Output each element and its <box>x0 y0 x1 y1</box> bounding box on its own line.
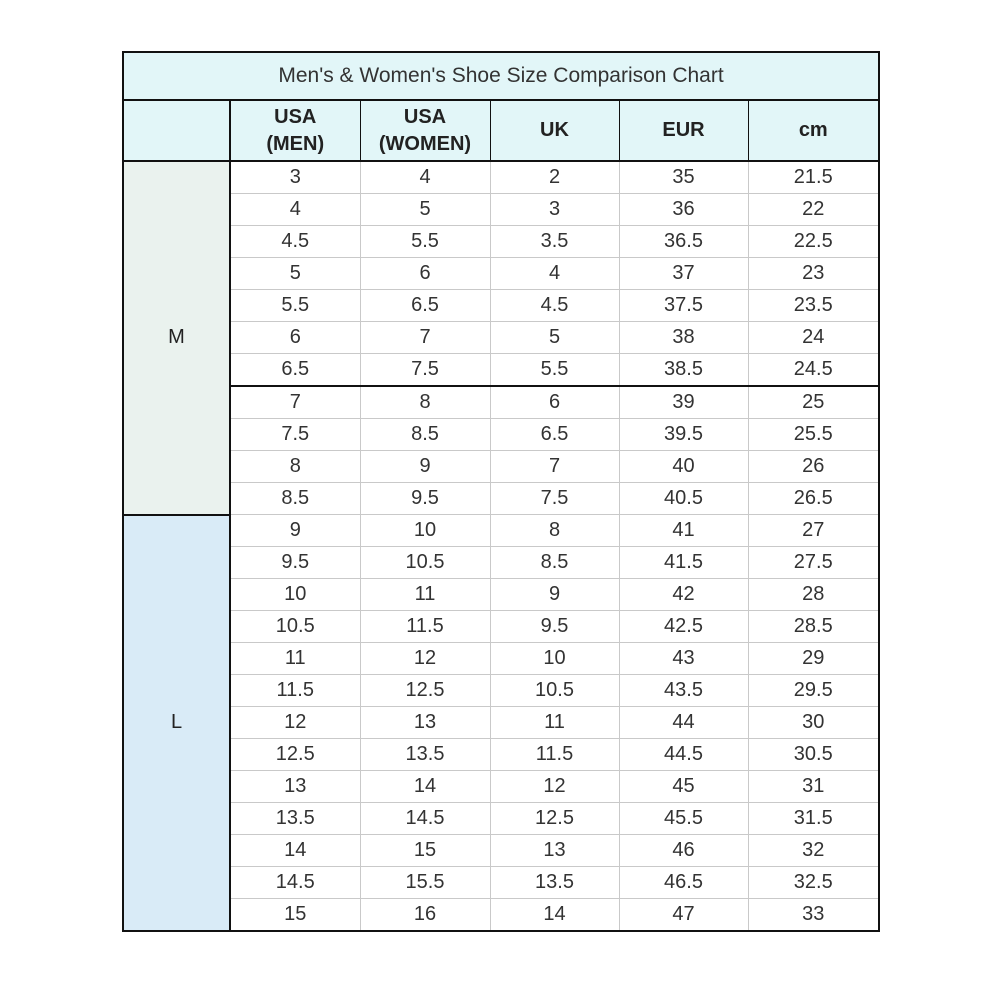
table-cell: 26 <box>748 451 879 483</box>
table-cell: 40 <box>619 451 748 483</box>
table-cell: 14 <box>490 899 619 932</box>
table-cell: 7.5 <box>230 419 360 451</box>
table-cell: 23.5 <box>748 290 879 322</box>
table-row <box>123 835 879 867</box>
table-cell: 36.5 <box>619 226 748 258</box>
table-cell: 45 <box>619 771 748 803</box>
table-cell: 13.5 <box>230 803 360 835</box>
table-cell: 39.5 <box>619 419 748 451</box>
table-cell: 40.5 <box>619 483 748 515</box>
table-row <box>123 354 879 387</box>
table-cell: 8 <box>360 386 490 419</box>
table-cell: 6.5 <box>490 419 619 451</box>
table-cell: 5.5 <box>360 226 490 258</box>
table-cell: 5 <box>490 322 619 354</box>
table-cell: 44.5 <box>619 739 748 771</box>
table-cell: 31 <box>748 771 879 803</box>
table-cell: 24.5 <box>748 354 879 387</box>
table-cell: 4.5 <box>230 226 360 258</box>
table-cell: 8.5 <box>360 419 490 451</box>
table-cell: 33 <box>748 899 879 932</box>
table-cell: 41.5 <box>619 547 748 579</box>
table-cell: 8 <box>230 451 360 483</box>
table-cell: 11.5 <box>360 611 490 643</box>
table-row <box>123 547 879 579</box>
table-row <box>123 290 879 322</box>
table-cell: 29 <box>748 643 879 675</box>
table-cell: 25 <box>748 386 879 419</box>
table-cell: 31.5 <box>748 803 879 835</box>
header-cm: cm <box>748 100 879 161</box>
table-cell: 37.5 <box>619 290 748 322</box>
table-cell: 42 <box>619 579 748 611</box>
table-cell: 14 <box>230 835 360 867</box>
table-cell: 5 <box>230 258 360 290</box>
table-cell: 41 <box>619 515 748 547</box>
table-row <box>123 899 879 932</box>
table-cell: 26.5 <box>748 483 879 515</box>
table-cell: 2 <box>490 161 619 194</box>
table-cell: 10.5 <box>230 611 360 643</box>
table-cell: 3 <box>230 161 360 194</box>
table-cell: 32.5 <box>748 867 879 899</box>
table-cell: 30.5 <box>748 739 879 771</box>
header-usa-women-line1: USA <box>403 105 447 128</box>
table-cell: 5.5 <box>490 354 619 387</box>
table-cell: 10.5 <box>490 675 619 707</box>
table-cell: 4 <box>490 258 619 290</box>
table-row <box>123 483 879 515</box>
table-cell: 3 <box>490 194 619 226</box>
table-cell: 27.5 <box>748 547 879 579</box>
table-cell: 11 <box>230 643 360 675</box>
table-cell: 4.5 <box>490 290 619 322</box>
table-cell: 12 <box>230 707 360 739</box>
table-cell: 38.5 <box>619 354 748 387</box>
table-cell: 3.5 <box>490 226 619 258</box>
table-cell: 35 <box>619 161 748 194</box>
table-cell: 12.5 <box>230 739 360 771</box>
size-group-label-l: L <box>123 515 230 932</box>
table-cell: 10.5 <box>360 547 490 579</box>
table-cell: 9.5 <box>230 547 360 579</box>
table-cell: 8.5 <box>230 483 360 515</box>
table-cell: 15 <box>230 899 360 932</box>
table-cell: 4 <box>360 161 490 194</box>
table-row <box>123 515 879 547</box>
table-cell: 38 <box>619 322 748 354</box>
table-cell: 39 <box>619 386 748 419</box>
table-cell: 9 <box>490 579 619 611</box>
table-cell: 24 <box>748 322 879 354</box>
table-cell: 4 <box>230 194 360 226</box>
table-cell: 7 <box>360 322 490 354</box>
table-cell: 21.5 <box>748 161 879 194</box>
title-row <box>123 52 879 100</box>
table-title: Men's & Women's Shoe Size Comparison Chart <box>123 52 879 100</box>
table-cell: 46 <box>619 835 748 867</box>
header-usa-women-line2: (WOMEN) <box>378 132 472 155</box>
table-cell: 15 <box>360 835 490 867</box>
table-cell: 44 <box>619 707 748 739</box>
table-cell: 13.5 <box>490 867 619 899</box>
table-cell: 13 <box>360 707 490 739</box>
table-row <box>123 419 879 451</box>
header-usa-men <box>230 100 360 161</box>
table-cell: 6.5 <box>360 290 490 322</box>
table-cell: 28.5 <box>748 611 879 643</box>
table-row <box>123 579 879 611</box>
table-row <box>123 386 879 419</box>
table-cell: 12 <box>360 643 490 675</box>
table-cell: 6 <box>490 386 619 419</box>
table-cell: 9.5 <box>360 483 490 515</box>
table-cell: 13 <box>230 771 360 803</box>
table-cell: 46.5 <box>619 867 748 899</box>
table-row <box>123 194 879 226</box>
table-row <box>123 707 879 739</box>
table-cell: 7.5 <box>360 354 490 387</box>
table-cell: 32 <box>748 835 879 867</box>
table-cell: 7 <box>230 386 360 419</box>
table-cell: 27 <box>748 515 879 547</box>
table-cell: 6 <box>360 258 490 290</box>
table-cell: 10 <box>230 579 360 611</box>
table-cell: 12.5 <box>490 803 619 835</box>
table-cell: 37 <box>619 258 748 290</box>
table-cell: 14 <box>360 771 490 803</box>
header-usa-men-line2: (MEN) <box>266 132 325 155</box>
table-cell: 7.5 <box>490 483 619 515</box>
table-cell: 43 <box>619 643 748 675</box>
table-cell: 30 <box>748 707 879 739</box>
table-row <box>123 867 879 899</box>
table-row <box>123 675 879 707</box>
table-cell: 22 <box>748 194 879 226</box>
table-row <box>123 611 879 643</box>
table-cell: 9 <box>230 515 360 547</box>
table-cell: 11.5 <box>490 739 619 771</box>
table-cell: 23 <box>748 258 879 290</box>
table-cell: 36 <box>619 194 748 226</box>
table-cell: 13 <box>490 835 619 867</box>
header-uk: UK <box>490 100 619 161</box>
header-row <box>123 100 879 161</box>
header-corner <box>123 100 230 161</box>
table-row <box>123 322 879 354</box>
table-row <box>123 739 879 771</box>
table-cell: 6 <box>230 322 360 354</box>
table-cell: 5.5 <box>230 290 360 322</box>
table-cell: 6.5 <box>230 354 360 387</box>
table-cell: 8 <box>490 515 619 547</box>
table-cell: 25.5 <box>748 419 879 451</box>
table-cell: 29.5 <box>748 675 879 707</box>
table-row <box>123 451 879 483</box>
shoe-size-table <box>122 51 880 932</box>
size-group-label-m: M <box>123 161 230 515</box>
table-cell: 28 <box>748 579 879 611</box>
table-cell: 13.5 <box>360 739 490 771</box>
table-cell: 43.5 <box>619 675 748 707</box>
table-body <box>123 161 879 931</box>
table-row <box>123 161 879 194</box>
header-eur: EUR <box>619 100 748 161</box>
table-cell: 42.5 <box>619 611 748 643</box>
table-row <box>123 803 879 835</box>
table-cell: 7 <box>490 451 619 483</box>
table-cell: 8.5 <box>490 547 619 579</box>
table-cell: 15.5 <box>360 867 490 899</box>
table-cell: 14.5 <box>230 867 360 899</box>
table-row <box>123 643 879 675</box>
table-cell: 9.5 <box>490 611 619 643</box>
header-usa-women <box>360 100 490 161</box>
table-cell: 12.5 <box>360 675 490 707</box>
table-cell: 11.5 <box>230 675 360 707</box>
table-cell: 47 <box>619 899 748 932</box>
table-cell: 11 <box>360 579 490 611</box>
header-usa-men-line1: USA <box>274 105 317 128</box>
table-row <box>123 258 879 290</box>
table-cell: 9 <box>360 451 490 483</box>
table-cell: 14.5 <box>360 803 490 835</box>
table-cell: 12 <box>490 771 619 803</box>
table-cell: 5 <box>360 194 490 226</box>
table-cell: 22.5 <box>748 226 879 258</box>
table-cell: 11 <box>490 707 619 739</box>
table-cell: 45.5 <box>619 803 748 835</box>
table-cell: 10 <box>490 643 619 675</box>
table-cell: 10 <box>360 515 490 547</box>
table-cell: 16 <box>360 899 490 932</box>
table-row <box>123 771 879 803</box>
table-row <box>123 226 879 258</box>
